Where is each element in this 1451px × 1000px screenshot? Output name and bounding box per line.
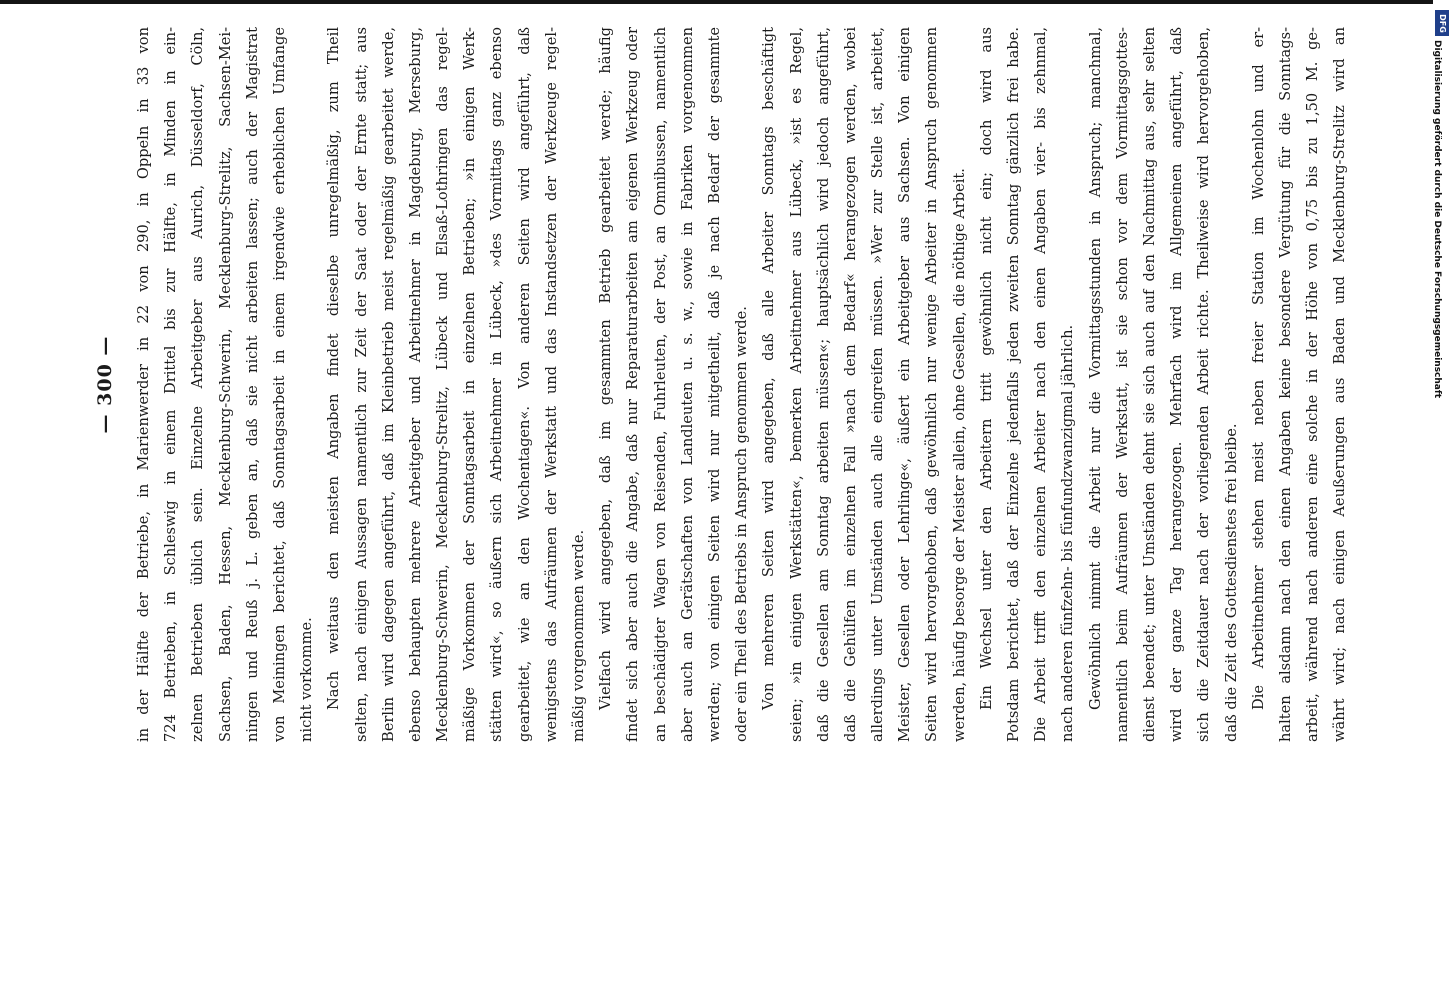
scan-top-edge xyxy=(0,0,1433,4)
text-line: ningen und Reuß j. L. geben an, daß sie nicht arbeiten lassen; auch der Magistrat xyxy=(243,27,261,742)
text-line: daß die Gesellen am Sonntag arbeiten müssen«; hauptsächlich wird jedoch angeführt, xyxy=(814,27,832,742)
text-line: namentlich beim Aufräumen der Werkstatt, ist sie schon vor dem Vormittagsgottes- xyxy=(1113,27,1131,742)
page-header xyxy=(86,27,124,742)
text-line: mäßig vorgenommen werde. xyxy=(570,529,587,742)
text-line: 724 Betrieben, in Schleswig in einem Drittel bis zur Hälfte, in Minden in ein- xyxy=(162,27,180,742)
text-line: werden, häufig besorge der Meister allein, ohne Gesellen, die nöthige Arbeit. xyxy=(950,168,968,742)
text-line: gearbeitet, wie an den Wochentagen«. Von anderen Seiten wird angeführt, daß xyxy=(515,27,533,742)
text-line: oder ein Theil des Betriebs in Anspruch genommen werde. xyxy=(733,306,751,742)
text-line: von Meiningen berichtet, daß Sonntagsarbeit in einem irgendwie erheblichen Umfange xyxy=(270,27,288,742)
text-line: Sachsen, Baden, Hessen, Mecklenburg-Schwerin, Mecklenburg-Strelitz, Sachsen-Mei- xyxy=(216,27,234,742)
text-line: Die Arbeit trifft den einzelnen Arbeiter nach den einen Angaben vier- bis zehnmal, xyxy=(1032,27,1050,742)
dfg-logo: DFG xyxy=(1435,10,1449,36)
text-line: Mecklenburg-Schwerin, Mecklenburg-Strelitz, Lübeck und Elsaß-Lothringen das regel- xyxy=(434,27,452,742)
text-line: in der Hälfte der Betriebe, in Marienwerder in 22 von 290, in Oppeln in 33 von xyxy=(135,27,152,742)
text-line: zelnen Betrieben üblich sein. Einzelne Arbeitgeber aus Aurich, Düsseldorf, Cöln, xyxy=(189,27,207,742)
text-line: daß die Zeit des Gottesdienstes frei bleibe. xyxy=(1222,423,1240,742)
text-line: seien; »in einigen Werkstätten«, bemerken Arbeitnehmer aus Lübeck, »ist es Regel, xyxy=(787,27,805,742)
text-line: aber auch an Gerätschaften von Landleuten u. s. w., sowie in Fabriken vorgenommen xyxy=(678,27,696,742)
text-line: findet sich aber auch die Angabe, daß nur Reparaturarbeiten am eigenen Werkzeug oder xyxy=(624,27,642,742)
text-line: Berlin wird dagegen angeführt, daß im Kleinbetrieb meist regelmäßig gearbeitet werde, xyxy=(379,27,397,742)
text-line: nicht vorkomme. xyxy=(298,617,316,742)
digitization-credit: Digitalisierung gefördert durch die Deutsche Forschungsgemeinschaft xyxy=(1432,40,1442,399)
text-line: mäßige Vorkommen der Sonntagsarbeit in einzelnen Betrieben; »in einigen Werk- xyxy=(461,27,479,742)
page-number: — 300 — xyxy=(94,335,116,434)
text-line: nach anderen fünfzehn- bis fünfundzwanzigmal jährlich. xyxy=(1059,324,1077,742)
text-line: Gewöhnlich nimmt die Arbeit nur die Vormittagsstunden in Anspruch; manchmal, xyxy=(1086,27,1104,710)
text-line: Seiten wird hervorgehoben, daß gewöhnlich nur wenige Arbeiter in Anspruch genommen xyxy=(923,27,941,742)
text-line: Von mehreren Seiten wird angegeben, daß alle Arbeiter Sonntags beschäftigt xyxy=(760,27,778,710)
page-body xyxy=(130,27,1353,742)
text-line: daß die Gehülfen im einzelnen Fall »nach dem Bedarf« herangezogen werden, wobei xyxy=(841,27,859,742)
text-line: werden; von einigen Seiten wird nur mitgetheilt, daß je nach Bedarf der gesammte xyxy=(705,27,723,742)
text-line: wird der ganze Tag herangezogen. Mehrfach wird im Allgemeinen angeführt, daß xyxy=(1168,27,1186,742)
text-line: sich die Zeitdauer nach der vorliegenden Arbeit richte. Theilweise wird hervorgehoben, xyxy=(1195,27,1213,742)
text-line: Vielfach wird angegeben, daß im gesammten Betrieb gearbeitet werde; häufig xyxy=(597,27,615,710)
text-line: an beschädigter Wagen von Reisenden, Fuhrleuten, der Post, an Omnibussen, namentlich xyxy=(651,27,669,742)
text-line: währt wird; nach einigen Aeußerungen aus Baden und Mecklenburg-Strelitz wird an xyxy=(1331,27,1349,742)
text-line: Meister, Gesellen oder Lehrlinge«, äußert ein Arbeitgeber aus Sachsen. Von einigen xyxy=(896,27,914,742)
text-line: Die Arbeitnehmer stehen meist neben freier Station im Wochenlohn und er- xyxy=(1249,27,1267,710)
text-line: Nach weitaus den meisten Angaben findet dieselbe unregelmäßig, zum Theil xyxy=(325,27,343,710)
text-line: Ein Wechsel unter den Arbeitern tritt gewöhnlich nicht ein; doch wird aus xyxy=(977,27,995,710)
rotated-book-page xyxy=(86,27,1349,742)
text-line: allerdings unter Umständen auch alle eingreifen müssen. »Wer zur Stelle ist, arbeitet, xyxy=(869,27,887,742)
text-line: stätten wird«, so äußern sich Arbeitnehmer in Lübeck, »des Vormittags ganz ebenso xyxy=(488,27,506,742)
text-line: arbeit, während nach anderen eine solche in der Höhe von 0,75 bis zu 1,50 M. ge- xyxy=(1304,27,1322,742)
text-line: wenigstens das Aufräumen der Werkstatt und das Instandsetzen der Werkzeuge regel- xyxy=(542,27,560,742)
text-line: selten, nach einigen Aussagen namentlich zur Zeit der Saat oder der Ernte statt; aus xyxy=(352,27,370,742)
text-line: ebenso behaupten mehrere Arbeitgeber und Arbeitnehmer in Magdeburg, Merseburg, xyxy=(406,27,424,742)
text-line: Potsdam berichtet, daß der Einzelne jedenfalls jeden zweiten Sonntag gänzlich frei habe. xyxy=(1005,27,1022,742)
text-line: dienst beendet; unter Umständen dehnt sie sich auch auf den Nachmittag aus, sehr selten xyxy=(1140,27,1158,742)
text-line: halten alsdann nach den einen Angaben keine besondere Vergütung für die Sonntags- xyxy=(1276,27,1294,742)
